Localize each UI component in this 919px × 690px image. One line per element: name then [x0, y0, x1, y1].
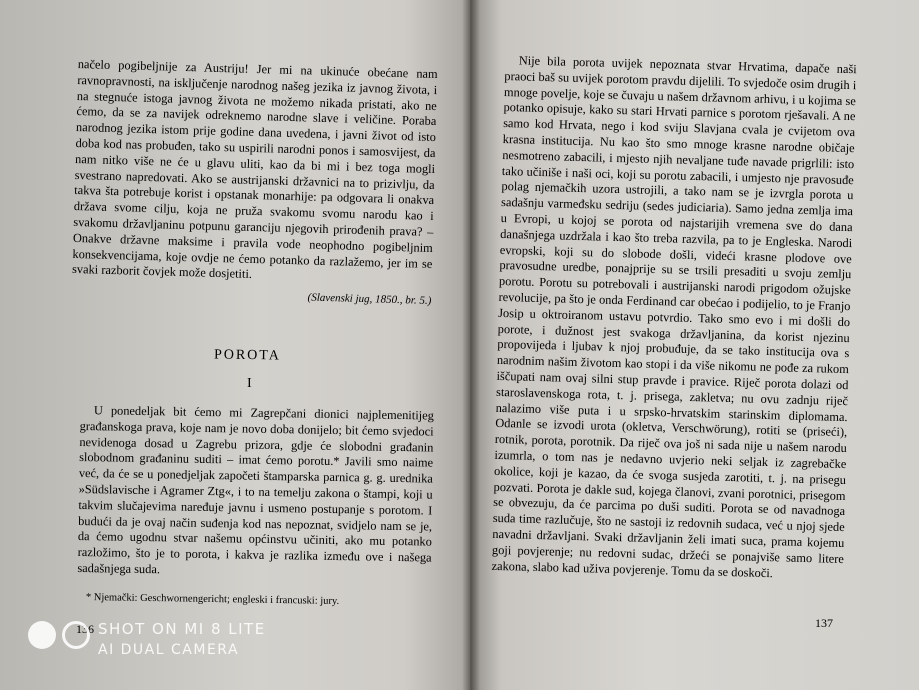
watermark-text: [98, 620, 266, 659]
camera-logo-icon: [28, 621, 90, 649]
section-title: POROTA: [213, 347, 282, 364]
camera-watermark: [28, 620, 266, 659]
left-bottom-paragraph: U ponedeljak bit ćemo mi Zagrepčani dionici najplemenitijeg građanskoga prava, koje nam je novo doba donijelo; bit ćemo svjedoci nevidenoga dosad u Zagrebu prizora, gdje će slobodni građanin slobodnom građaninu suditi – imat ćemo porotu.* Javili smo naime već, da će se u ponedjeljak započeti štamparska parnica g. g. urednika »Südslavische i Agramer Ztg«, i to na temelju zakona o štampi, koji u takvim slučajevima naređuje javnu i usmeno postupanje s porotom. I budući da je ovaj način suđenja kod nas nepoznat, svidjelo nam se je, da ćemo ugodnu stvar našemu općinstvu učiniti, ako mu potanko razložimo, što je to porota, i kakva je razlika između ove i našega sadašnjega suda.: [77, 403, 434, 577]
source-citation: (Slavenski jug, 1850., br. 5.): [307, 291, 432, 308]
filled-circle-icon: [28, 621, 56, 649]
ring-circle-icon: [62, 621, 90, 649]
right-page-number: 137: [815, 616, 833, 630]
right-paragraph: Nije bila porota uvijek nepoznata stvar Hrvatima, dapače naši praoci baš su uvijek porotom pravdu dijelili. To svjedoče osim drugih i mnoge povelje, koje se čuvaju u našem državnom arhivu, i u kojima se potanko opisuje, kako su stari Hrvati parnice s porotom rješavali. A ne samo kod Hrvata, nego i kod sviju Slavjana cvala je cvijetom ova krasna institucija. Nu kao što smo mnoge krasne narodne običaje nesmotreno zabacili, i mjesto njih nevaljane tuđe navade prigrlili: isto tako učiniše i naši oci, koji su porotu zabacili, i umjesto nje pravosuđe polag njemačkih uzora ustrojili, a tako nam se je izvrgla porota u sadašnju varmeđsku sedriju (sedes judiciaria). Samo jedna zemlja ima u Evropi, u kojoj se porota od najstarijih vremena sve do dana današnjega uzdržala i kao što treba razvila, pa to je Engleska. Narodi evropski, koji su do slobode došli, videći krasne plodove ove pravosudne uredbe, ponajprije su se trsili presaditi u svoju zemlju porotu. Porotu su potrebovali i austrijanski narodi prigodom ožujske revolucije, pa što je onda Ferdinand car obećao i podijelio, to je Franjo Josip u oktroiranom ustavu potvrdio. Tako smo evo i mi došli do porote, i dužnost jest svakoga državljanina, da korist njezinu propovijeda i ljubav k njoj probuđuje, da se tako institucija ova s narodnim našim životom kao stopi i da više nikomu ne pođe za rukom iščupati nam ovaj silni stup pravde i pravice. Riječ porota dolazi od staroslavenskoga rota, t. j. prisega, zakletva; nu ovu zadnju riječ nalazimo više puta i u srpsko-hrvatskim starinskim diplomama. Odanle se izvodi urota (okletva, Verschwörung), rotiti se (priseći), rotnik, porota, porotnik. Da riječ ova još ni sada nije u našem narodu izumrla, o tom nas je nedavno uvjerio neki seljak iz zagrebačke okolice, koji je kazao, da će svoga susjeda zarotiti, t. j. na prisegu pozvati. Porota je dakle sud, kojega članovi, zvani porotnici, prisegom se obvezuju, da će parcima po duši suditi. Porota se od navadnoga suda time razlučuje, što ne sastoji iz redovnih sudaca, već u njoj sjede navadni državljani. Svaki državljanin želi imati suca, prama kojemu goji povjerenje; nu redovni sudac, držeći se ponajviše samo litere zakona, slabo kad uživa povjerenje. Tomu da se doskoči.: [491, 53, 857, 580]
section-number: I: [247, 376, 252, 391]
left-top-paragraph: načelo pogibeljnije za Austriju! Jer mi na ukinuće obećane nam ravnopravnosti, na isključenje narodnog našeg jezika iz javnog života, i na stegnuće istoga javnog života ne možemo nikada pristati, ako ne ćemo, da se za navijek odreknemo narodne slave i veličine. Poraba narodnog jezika istom prije godine dana uvedena, i javni život od isto doba kod nas probuđen, tako su uspirili narodni ponos i samosvijest, da nam nitko više ne će u glavu uliti, kao da bi mi i bez toga mogli svestrano napredovati. Ako se austrijanski državnici na to prizivlju, da takva šta potrebuje korist i opstanak monarhije: pa odgovara li onakva država svome cilju, koja ne pruža svakomu svomu narodu kao i svakomu državljaninu potpunu garanciju njegovih prirođenih prava? – Onakve državne maksime i pravila vode neophodno pogibeljnim konsekvencijama, koje ovdje ne ćemo potanko da razlažemo, jer im se svaki razborit čovjek može dosjetiti.: [71, 57, 438, 282]
left-page-number: 136: [76, 622, 94, 636]
watermark-line-1: SHOT ON MI 8 LITE: [98, 620, 266, 638]
footnote: * Njemački: Geschwornengericht; engleski i francuski: jury.: [85, 592, 340, 607]
book-gutter: [462, 0, 480, 690]
watermark-line-2: AI DUAL CAMERA: [98, 642, 240, 658]
left-page-top-text: [71, 57, 438, 310]
left-page-bottom-text: [77, 403, 434, 582]
right-page-text: [491, 53, 857, 583]
